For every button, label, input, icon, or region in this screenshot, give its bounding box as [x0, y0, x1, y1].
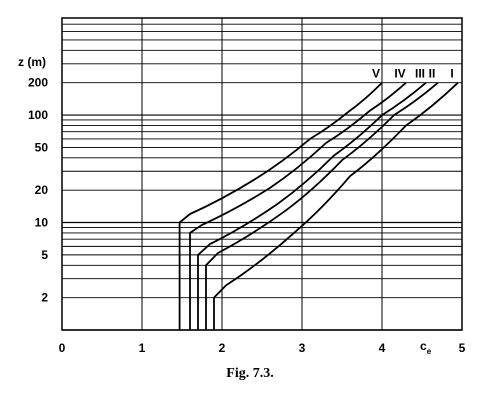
x-tick-label: 4 [378, 341, 386, 355]
y-tick-label: 20 [34, 183, 48, 198]
y-tick-label: 200 [27, 75, 48, 90]
x-tick-label: 1 [138, 341, 146, 355]
x-tick-label: 2 [218, 341, 226, 355]
x-tick-label: 5 [458, 341, 466, 355]
x-tick-label: 0 [58, 341, 66, 355]
series-label-v: V [371, 66, 381, 81]
series-label-i: I [450, 66, 454, 81]
series-label-iv: IV [394, 66, 406, 81]
y-tick-label: 2 [41, 290, 48, 305]
tick-labels [28, 76, 466, 355]
series-label-ii: II [428, 66, 436, 81]
y-tick-label: 5 [41, 247, 48, 262]
x-axis-title-main: c [420, 339, 427, 353]
y-tick-label: 10 [34, 215, 48, 230]
y-tick-label: 100 [27, 108, 48, 123]
figure-caption: Fig. 7.3. [226, 366, 274, 381]
series-label-iii: III [414, 66, 426, 81]
y-tick-label: 50 [34, 140, 48, 155]
x-axis-title [420, 339, 432, 356]
series-labels [372, 67, 454, 81]
y-axis-title: z (m) [18, 55, 46, 69]
x-tick-label: 3 [298, 341, 306, 355]
x-axis-title-subscript: e [426, 347, 432, 356]
